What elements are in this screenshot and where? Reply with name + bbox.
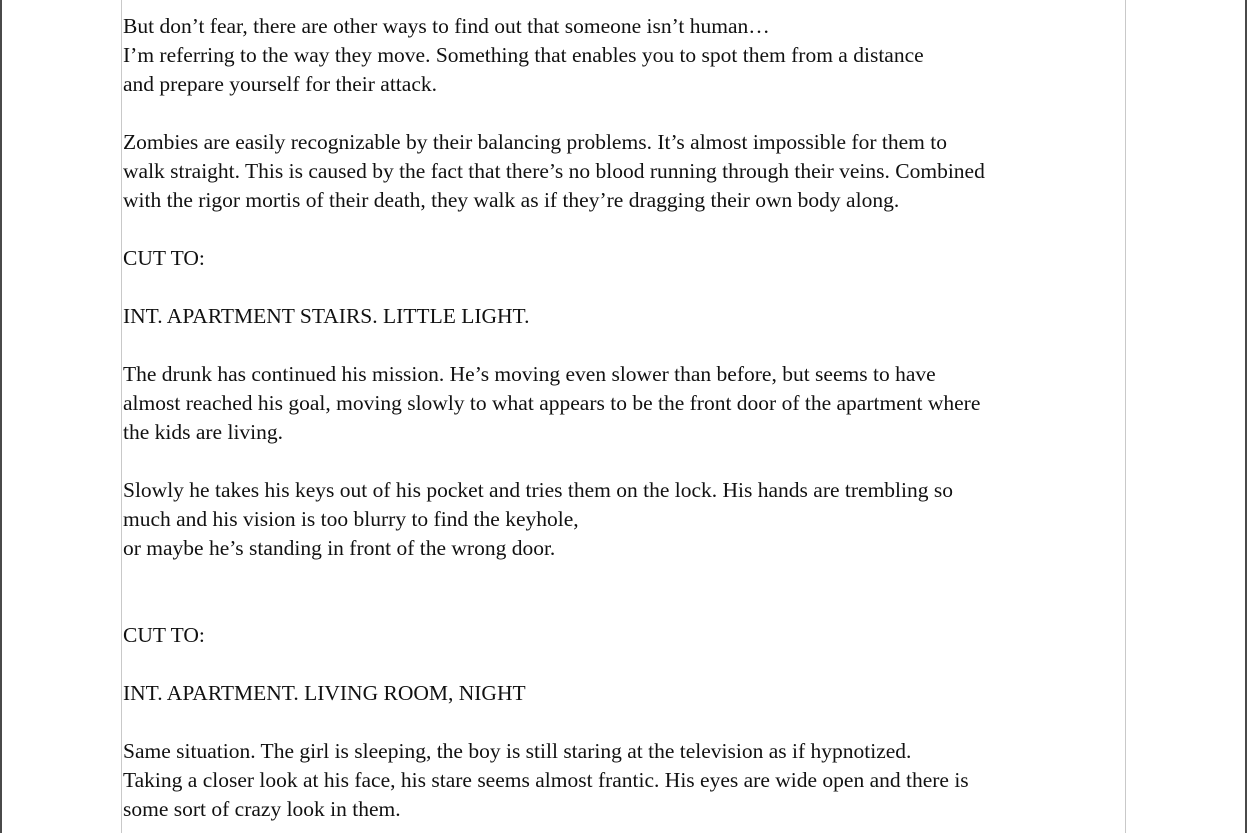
scene-heading[interactable]: INT. APARTMENT. LIVING ROOM, NIGHT: [123, 681, 526, 705]
text-line[interactable]: some sort of crazy look in them.: [123, 797, 401, 821]
text-line[interactable]: Slowly he takes his keys out of his pocket and tries them on the lock. His hands are trembling so: [123, 478, 953, 502]
blank-line: [123, 563, 1133, 621]
text-line[interactable]: or maybe he’s standing in front of the wrong door.: [123, 536, 556, 560]
text-line[interactable]: The drunk has continued his mission. He’s moving even slower than before, but seems to have: [123, 362, 936, 386]
text-line[interactable]: But don’t fear, there are other ways to find out that someone isn’t human…: [123, 14, 770, 38]
left-margin-guide: [121, 0, 122, 833]
text-line[interactable]: I’m referring to the way they move. Something that enables you to spot them from a distance: [123, 43, 924, 67]
text-line[interactable]: the kids are living.: [123, 420, 284, 444]
text-line[interactable]: and prepare yourself for their attack.: [123, 72, 437, 96]
text-line[interactable]: with the rigor mortis of their death, they walk as if they’re dragging their own body along.: [123, 188, 900, 212]
blank-line: [123, 708, 1133, 737]
blank-line: [123, 331, 1133, 360]
document-page[interactable]: [123, 12, 1133, 824]
scene-transition[interactable]: CUT TO:: [123, 623, 205, 647]
text-line[interactable]: Taking a closer look at his face, his stare seems almost frantic. His eyes are wide open and there is: [123, 768, 969, 792]
text-line[interactable]: Zombies are easily recognizable by their balancing problems. It’s almost impossible for them to: [123, 130, 947, 154]
blank-line: [123, 215, 1133, 244]
text-line[interactable]: walk straight. This is caused by the fact that there’s no blood running through their veins. Combined: [123, 159, 985, 183]
blank-line: [123, 273, 1133, 302]
text-line[interactable]: Same situation. The girl is sleeping, the boy is still staring at the television as if hypnotized.: [123, 739, 912, 763]
scene-transition[interactable]: CUT TO:: [123, 246, 205, 270]
scene-heading[interactable]: INT. APARTMENT STAIRS. LITTLE LIGHT.: [123, 304, 530, 328]
text-line[interactable]: much and his vision is too blurry to find the keyhole,: [123, 507, 579, 531]
text-line[interactable]: almost reached his goal, moving slowly to what appears to be the front door of the apartment where: [123, 391, 981, 415]
blank-line: [123, 99, 1133, 128]
blank-line: [123, 650, 1133, 679]
blank-line: [123, 447, 1133, 476]
